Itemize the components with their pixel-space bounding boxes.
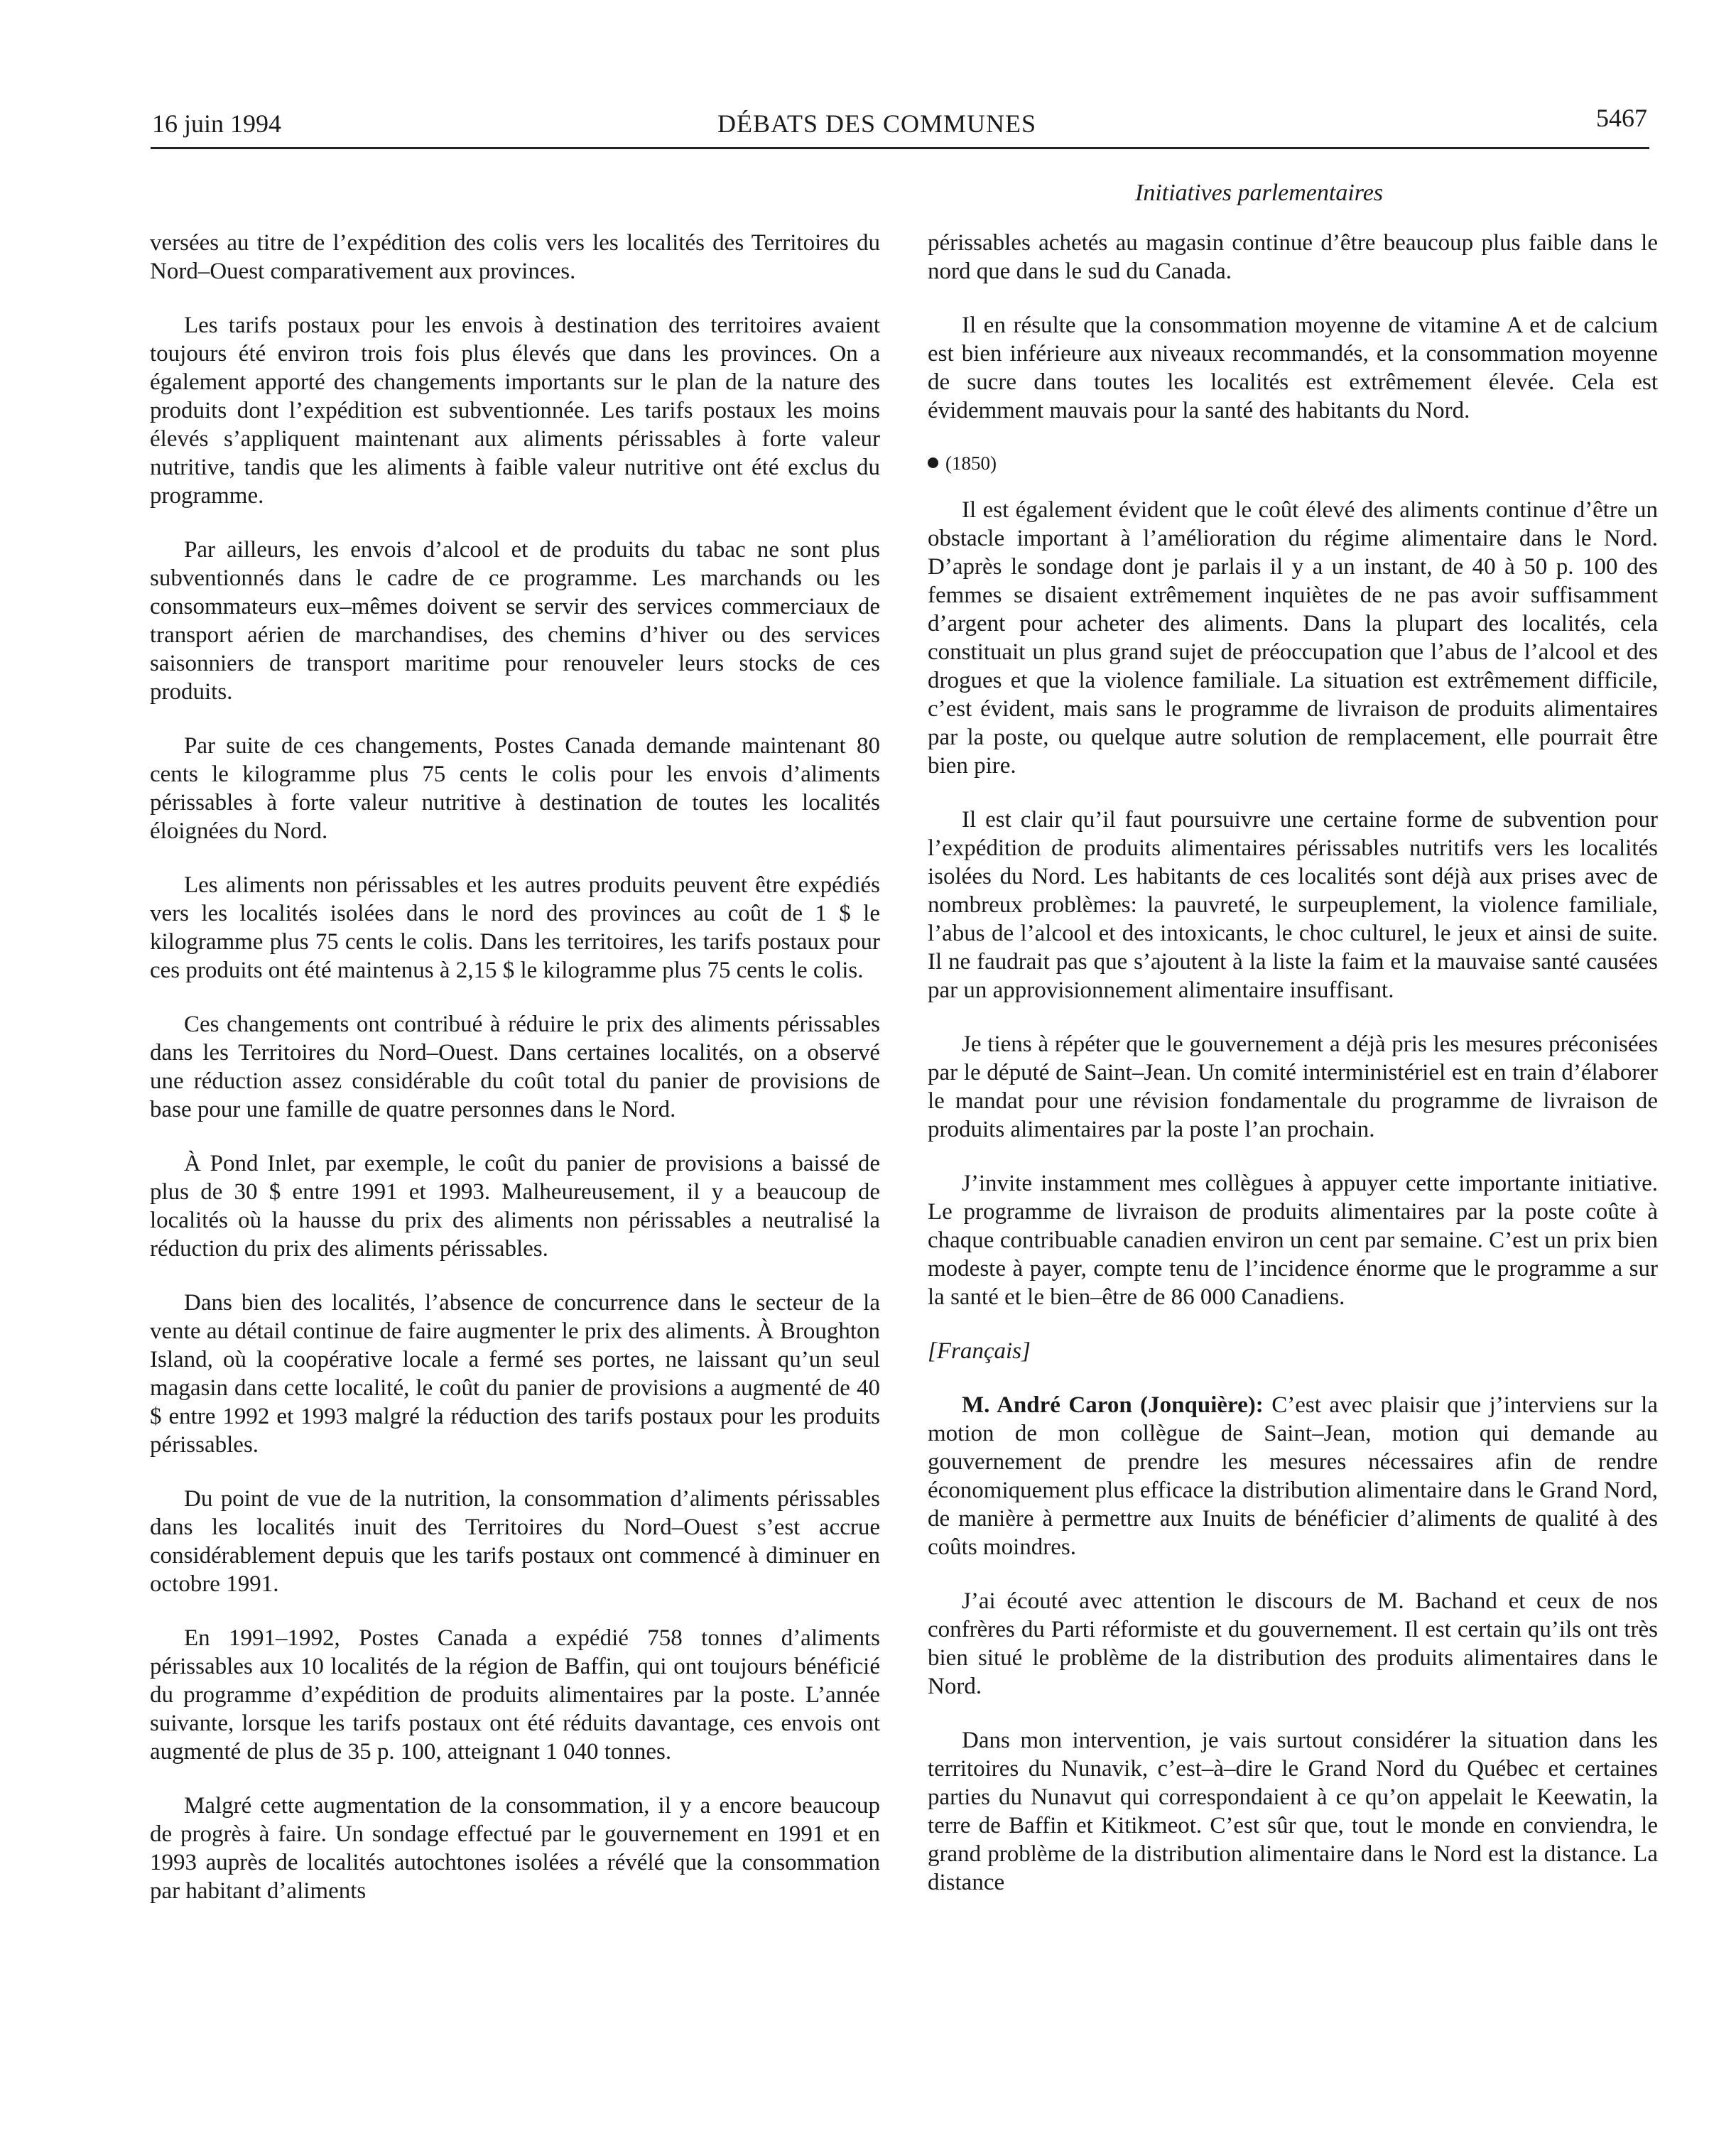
paragraph: périssables achetés au magasin continue d’être beaucoup plus faible dans le nord que dans le sud du Canada. (928, 230, 1658, 284)
paragraph: Dans bien des localités, l’absence de concurrence dans le secteur de la vente au détail continue de faire augmenter le prix des aliments. À Broughton Island, où la coopérative locale a fermé ses portes, ne laissant qu’un seul magasin dans cette localité, le coût du panier de provisions a augmenté de 40 $ entre 1992 et 1993 malgré la réduction des tarifs postaux pour les produits périssables. (150, 1290, 880, 1458)
left-column (150, 229, 880, 1931)
paragraph: J’ai écouté avec attention le discours de M. Bachand et ceux de nos confrères du Parti réformiste et du gouvernement. Il est certain qu’ils ont très bien situé le problème de la distribution des produits alimentaires dans le Nord. (928, 1588, 1658, 1699)
paragraph: Ces changements ont contribué à réduire le prix des aliments périssables dans les Territoires du Nord–Ouest. Dans certaines localités, on a observé une réduction assez considérable du coût total du panier de provisions de base pour une famille de quatre personnes dans le Nord. (150, 1012, 880, 1122)
paragraph: Malgré cette augmentation de la consommation, il y a encore beaucoup de progrès à faire. Un sondage effectué par le gouvernement en 1991 et en 1993 auprès de localités autochtones isolées a révélé que la consommation par habitant d’aliments (150, 1793, 880, 1904)
paragraph: À Pond Inlet, par exemple, le coût du panier de provisions a baissé de plus de 30 $ entre 1991 et 1993. Malheureusement, il y a beaucoup de localités où la hausse du prix des aliments non périssables a neutralisé la réduction du prix des aliments périssables. (150, 1151, 880, 1262)
paragraph: Les tarifs postaux pour les envois à destination des territoires avaient toujours été environ trois fois plus élevés que dans les provinces. On a également apporté des changements importants sur le plan de la nature des produits dont l’expédition est subventionnée. Les tarifs postaux les moins élevés s’appliquent maintenant aux aliments périssables à forte valeur nutritive, tandis que les aliments à faible valeur nutritive ont été exclus du programme. (150, 313, 880, 509)
right-column (928, 229, 1658, 1922)
paragraph: Par suite de ces changements, Postes Canada demande maintenant 80 cents le kilogramme plus 75 cents le colis pour les envois d’aliments périssables à forte valeur nutritive à destination de toutes les localités éloignées du Nord. (150, 733, 880, 844)
header-date: 16 juin 1994 (152, 109, 282, 138)
bullet-icon (928, 457, 938, 468)
paragraph: Je tiens à répéter que le gouvernement a déjà pris les mesures préconisées par le député de Saint–Jean. Un comité interministériel est en train d’élaborer le mandat pour une révision fondamentale du programme de livraison de produits alimentaires par la poste l’an prochain. (928, 1031, 1658, 1142)
time-stamp-text: (1850) (945, 453, 997, 474)
paragraph: Par ailleurs, les envois d’alcool et de produits du tabac ne sont plus subventionnés dans le cadre de ce programme. Les marchands ou les consommateurs eux–mêmes doivent se servir des services commerciaux de transport aérien de marchandises, des chemins d’hiver ou des services saisonniers de transport maritime pour renouveler leurs stocks de ces produits. (150, 537, 880, 705)
speaker-paragraph (928, 1391, 1658, 1561)
section-title: Initiatives parlementaires (1135, 180, 1384, 206)
paragraph: Du point de vue de la nutrition, la consommation d’aliments périssables dans les localités inuit des Territoires du Nord–Ouest s’est accrue considérablement depuis que les tarifs postaux ont commencé à diminuer en octobre 1991. (150, 1486, 880, 1597)
paragraph: versées au titre de l’expédition des colis vers les localités des Territoires du Nord–Ouest comparativement aux provinces. (150, 230, 880, 284)
time-stamp (928, 450, 1658, 476)
paragraph: En 1991–1992, Postes Canada a expédié 758 tonnes d’aliments périssables aux 10 localités de la région de Baffin, qui ont toujours bénéficié du programme d’expédition de produits alimentaires par la poste. L’année suivante, lorsque les tarifs postaux ont été réduits davantage, ces envois ont augmenté de plus de 35 p. 100, atteignant 1 040 tonnes. (150, 1625, 880, 1765)
paragraph: Les aliments non périssables et les autres produits peuvent être expédiés vers les localités isolées dans le nord des provinces au coût de 1 $ le kilogramme plus 75 cents le colis. Dans les territoires, les tarifs postaux pour ces produits ont été maintenus à 2,15 $ le kilogramme plus 75 cents le colis. (150, 872, 880, 983)
header-title: DÉBATS DES COMMUNES (717, 109, 1037, 138)
paragraph: Il est clair qu’il faut poursuivre une certaine forme de subvention pour l’expédition de produits alimentaires périssables nutritifs vers les localités isolées du Nord. Les habitants de ces localités sont déjà aux prises avec de nombreux problèmes: la pauvreté, le surpeuplement, la violence familiale, l’abus de l’alcool et des intoxicants, le choc culturel, le jeux et ainsi de suite. Il ne faudrait pas que s’ajoutent à la liste la faim et la mauvaise santé causées par un approvisionnement alimentaire insuffisant. (928, 807, 1658, 1003)
paragraph: Il est également évident que le coût élevé des aliments continue d’être un obstacle important à l’amélioration du régime alimentaire dans le Nord. D’après le sondage dont je parlais il y a un instant, de 40 à 50 p. 100 des femmes se disaient extrêmement inquiètes de ne pas avoir suffisamment d’argent pour acheter des aliments. Dans la plupart des localités, cela constituait un plus grand sujet de préoccupation que l’abus de l’alcool et des drogues et que la violence familiale. La situation est extrêmement difficile, c’est évident, mais sans le programme de livraison de produits alimentaires par la poste, ou quelque autre solution de remplacement, elle pourrait être bien pire. (928, 497, 1658, 779)
speaker-text: C’est avec plaisir que j’interviens sur la motion de mon collègue de Saint–Jean, motion qui demande au gouvernement de prendre les mesures nécessaires afin de rendre économiquement plus efficace la distribution alimentaire dans le Grand Nord, de manière à permettre aux Inuits de bénéficier d’aliments de qualité à des coûts moindres. (928, 1392, 1658, 1560)
paragraph: J’invite instamment mes collègues à appuyer cette importante initiative. Le programme de livraison de produits alimentaires par la poste coûte à chaque contribuable canadien environ un cent par semaine. C’est un prix bien modeste à payer, compte tenu de l’incidence énorme que le programme a sur la santé et le bien–être de 86 000 Canadiens. (928, 1171, 1658, 1310)
paragraph: Dans mon intervention, je vais surtout considérer la situation dans les territoires du Nunavik, c’est–à–dire le Grand Nord du Québec et certaines parties du Nunavut qui correspondaient à ce qu’on appelait le Keewatin, la terre de Baffin et Kitikmeot. C’est sûr que, tout le monde en conviendra, le grand problème de la distribution alimentaire dans le Nord est la distance. La distance (928, 1728, 1658, 1895)
paragraph: Il en résulte que la consommation moyenne de vitamine A et de calcium est bien inférieure aux niveaux recommandés, et la consommation moyenne de sucre dans toutes les localités est extrêmement élevée. Cela est évidemment mauvais pour la santé des habitants du Nord. (928, 313, 1658, 423)
header-rule (151, 147, 1649, 149)
speaker-name: M. André Caron (Jonquière): (962, 1392, 1264, 1418)
header-page-number: 5467 (1596, 104, 1647, 132)
language-tag: [Français] (928, 1338, 1031, 1364)
